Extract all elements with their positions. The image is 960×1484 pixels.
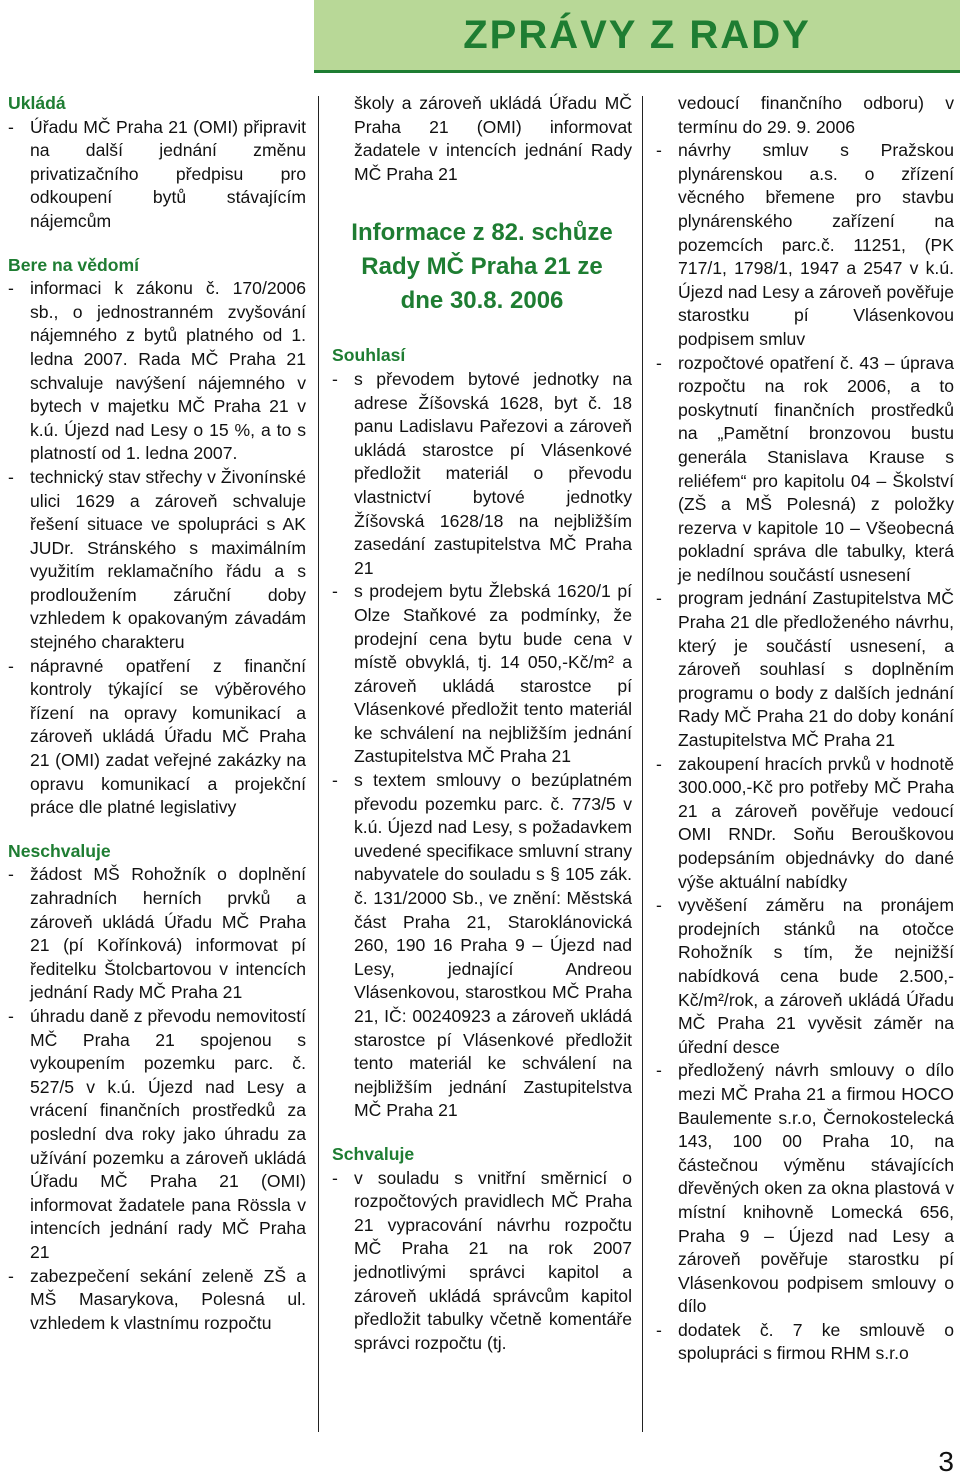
list-item: - návrhy smluv s Pražskou plynárenskou a.s. o zřízení věcného břemene pro stavbu plynárenského zařízení na pozemcích parc.č. 11251, (PK 717/1, 1798/1, 1947 a 2547 v k.ú. Újezd nad Lesy a zároveň pověřuje starostku pí Vlásenkovou podpisem smluv <box>656 139 954 351</box>
info-heading-line: Informace z 82. schůze <box>351 219 613 247</box>
list-item: - s převodem bytové jednotky na adrese Žíšovská 1628, byt č. 18 panu Ladislavu Pařezovi a zároveň ukládá starostce pí Vlásenkové předložit materiál o převodu vlastnictví bytové jednotky Žíšovská 1628/18 na nejbližším zasedání zastupitelstva MČ Praha 21 <box>332 368 632 580</box>
info-heading-line: Rady MČ Praha 21 ze <box>361 253 603 281</box>
info-heading-line: dne 30.8. 2006 <box>400 287 564 315</box>
header-banner <box>314 0 960 73</box>
list-item: - žádost MŠ Rohožník o doplnění zahradních herních prvků a zároveň ukládá Úřadu MČ Praha 21 (pí Kořínková) informovat pí ředitelku Štolcbartovou v intencích jednání Rady MČ Praha 21 <box>8 863 306 1005</box>
list-item: - v souladu s vnitřní směrnicí o rozpočtových pravidlech MČ Praha 21 vypracování návrhu rozpočtu MČ Praha 21 na rok 2007 jednotlivými správci kapitol a zároveň ukládá správcům kapitol předložit tabulky včetně komentáře správci rozpočtu (tj. <box>332 1167 632 1356</box>
info-heading <box>332 216 632 318</box>
section-heading-schvaluje: Schvaluje <box>332 1143 415 1164</box>
section-heading-bere-na-vedomi: Bere na vědomí <box>8 254 140 275</box>
list-item: - program jednání Zastupitelstva MČ Praha 21 dle předloženého návrhu, který je součástí usnesení, a zároveň souhlasí s doplněním programu o body z dalších jednání Rady MČ Praha 21 do doby konání Zastupitelstva MČ Praha 21 <box>656 587 954 752</box>
list-item: - technický stav střechy v Živonínské ulici 1629 a zároveň schvaluje řešení situace ve spolupráci s AK JUDr. Stránského s maximálním využitím reklamačního řádu a s prodloužením záruční doby vzhledem k opakovaným závadám stejného charakteru <box>8 466 306 655</box>
continued-text: školy a zároveň ukládá Úřadu MČ Praha 21 (OMI) informovat žadatele v intencích jednání Rady MČ Praha 21 <box>354 93 632 184</box>
list-item: - zabezpečení sekání zeleně ZŠ a MŠ Masarykova, Polesná ul. vzhledem k vlastnímu rozpočtu <box>8 1265 306 1336</box>
page-title: ZPRÁVY Z RADY <box>463 12 811 57</box>
column-2 <box>332 92 632 1355</box>
list-item: - s textem smlouvy o bezúplatném převodu pozemku parc. č. 773/5 v k.ú. Újezd nad Lesy, s požadavkem uvedené specifikace smluvní strany nabyvatele do souladu s § 105 zák. č. 131/2000 Sb., ve znění: Městská část Praha 21, Staroklánovická 260, 190 16 Praha 9 – Újezd nad Lesy, jednající Andreou Vlásenkovou, starostkou MČ Praha 21, IČ: 00240923 a zároveň ukládá starostce pí Vlásenkové předložit tento materiál ke schválení na nejbližším jednání Zastupitelstva MČ Praha 21 <box>332 769 632 1123</box>
column-1 <box>8 92 306 1335</box>
page-number: 3 <box>938 1446 954 1477</box>
section-heading-souhlasi: Souhlasí <box>332 345 406 366</box>
list-item: - předložený návrh smlouvy o dílo mezi MČ Praha 21 a firmou HOCO Baulemente s.r.o, Černokostelecká 143, 100 00 Praha 10, na částečnou výměnu stávajících dřevěných oken za okna plastová v místní knihovně Lomecká 656, Praha 9 – Újezd nad Lesy a zároveň pověřuje starostku pí Vlásenkovou podpisem smlouvy o dílo <box>656 1059 954 1319</box>
column-3 <box>656 92 954 1366</box>
section-heading-uklada: Ukládá <box>8 93 66 113</box>
list-item: - Úřadu MČ Praha 21 (OMI) připravit na další jednání změnu privatizačního předpisu pro odkoupení bytů stávajícím nájemcům <box>8 116 306 234</box>
column-divider-1 <box>318 96 319 1432</box>
section-heading-neschvaluje: Neschvaluje <box>8 840 111 861</box>
list-item: - vyvěšení záměru na pronájem prodejních stánků na otočce Rohožník s tím, že nejnižší nabídková cena bude 2.500,-Kč/m²/rok, a zároveň ukládá Úřadu MČ Praha 21 vyvěsit záměr na úřední desce <box>656 894 954 1059</box>
list-item: - rozpočtové opatření č. 43 – úprava rozpočtu na rok 2006, a to poskytnutí finančních prostředků na „Pamětní bronzovou bustu generála Stanislava Krause s reliéfem“ pro kapitolu 04 – Školství (ZŠ a MŠ Polesná) z položky rezerva v kapitole 10 – Všeobecná pokladní správa dle tabulky, která je nedílnou součástí usnesení <box>656 352 954 588</box>
list-item: - informaci k zákonu č. 170/2006 sb., o jednostranném zvyšování nájemného z bytů platného od 1. ledna 2007. Rada MČ Praha 21 schvaluje navýšení nájemného v bytech v majetku MČ Praha 21 v k.ú. Újezd nad Lesy o 15 %, a to s platností od 1. ledna 2007. <box>8 277 306 466</box>
column-divider-2 <box>642 96 643 1432</box>
list-item: - nápravné opatření z finanční kontroly týkající se výběrového řízení na opravy komunikací a zároveň ukládá Úřadu MČ Praha 21 (OMI) zadat veřejné zakázky na opravu komunikací a projekční práce dle platné legislativy <box>8 655 306 820</box>
list-item: - zakoupení hracích prvků v hodnotě 300.000,-Kč pro potřeby MČ Praha 21 a zároveň pověřuje vedoucí OMI RNDr. Soňu Berouškovou podepsáním objednávky do dané výše aktuální nabídky <box>656 753 954 895</box>
list-item: - dodatek č. 7 ke smlouvě o spolupráci s firmou RHM s.r.o <box>656 1319 954 1366</box>
list-item: - s prodejem bytu Žlebská 1620/1 pí Olze Staňkové za podmínky, že prodejní cena bytu bude cena v místě obvyklá, tj. 14 050,-Kč/m² a zároveň ukládá starostce pí Vlásenkové předložit tento materiál ke schválení na nejbližším jednání Zastupitelstva MČ Praha 21 <box>332 580 632 769</box>
continued-text: vedoucí finančního odboru) v termínu do 29. 9. 2006 <box>678 93 954 137</box>
list-item: - úhradu daně z převodu nemovitostí MČ Praha 21 spojenou s vykoupením pozemku parc. č. 527/5 v k.ú. Újezd nad Lesy a vrácení finančních prostředků za poslední dva roky jako úhradu za užívání pozemku a zároveň ukládá Úřadu MČ Praha 21 (OMI) informovat žadatele pana Rössla v intencích jednání rady MČ Praha 21 <box>8 1005 306 1265</box>
